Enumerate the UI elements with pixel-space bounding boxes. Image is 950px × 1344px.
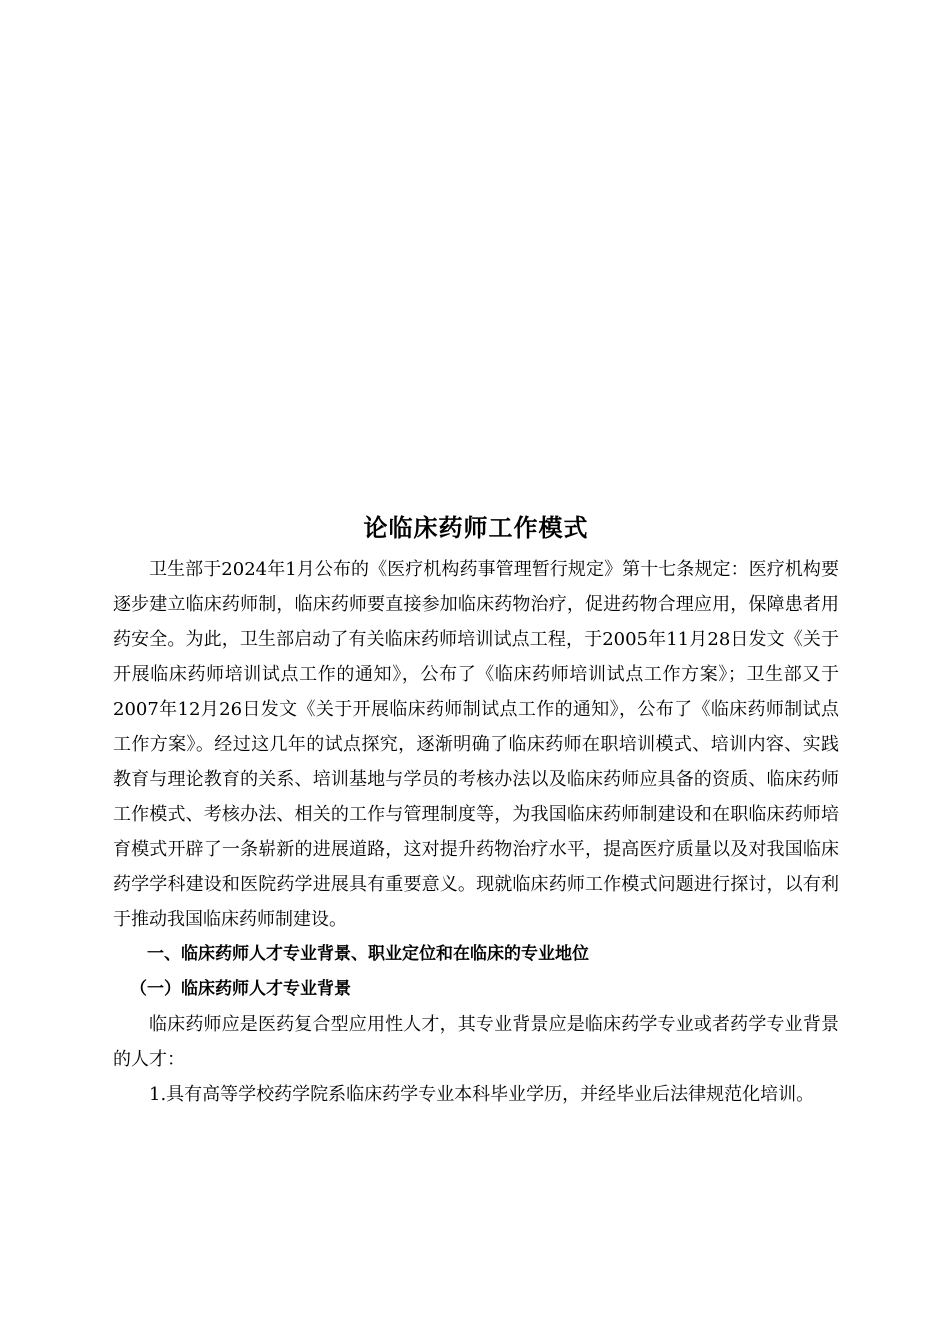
document-body	[113, 508, 839, 1112]
document-title: 论临床药师工作模式	[363, 514, 589, 542]
subsection-paragraph: 临床药师应是医药复合型应用性人才，其专业背景应是临床药学专业或者药学专业背景的人才：	[113, 1014, 839, 1070]
list-item: 1.具有高等学校药学院系临床药学专业本科毕业学历，并经毕业后法律规范化培训。	[149, 1084, 815, 1105]
subsection-heading: （一）临床药师人才专业背景	[130, 979, 351, 999]
section-heading: 一、临床药师人才专业背景、职业定位和在临床的专业地位	[147, 944, 589, 964]
intro-paragraph: 卫生部于2024年1月公布的《医疗机构药事管理暂行规定》第十七条规定：医疗机构要逐步建立临床药师制，临床药师要直接参加临床药物治疗，促进药物合理应用，保障患者用药安全。为此，卫生部启动了有关临床药师培训试点工程，于2005年11月28日发文《关于开展临床药师培训试点工作的通知》，公布了《临床药师培训试点工作方案》；卫生部又于2007年12月26日发文《关于开展临床药师制试点工作的通知》，公布了《临床药师制试点工作方案》。经过这几年的试点探究，逐渐明确了临床药师在职培训模式、培训内容、实践教育与理论教育的关系、培训基地与学员的考核办法以及临床药师应具备的资质、临床药师工作模式、考核办法、相关的工作与管理制度等，为我国临床药师制建设和在职临床药师培育模式开辟了一条崭新的进展道路，这对提升药物治疗水平，提高医疗质量以及对我国临床药学学科建设和医院药学进展具有重要意义。现就临床药师工作模式问题进行探讨，以有利于推动我国临床药师制建设。	[113, 559, 839, 930]
